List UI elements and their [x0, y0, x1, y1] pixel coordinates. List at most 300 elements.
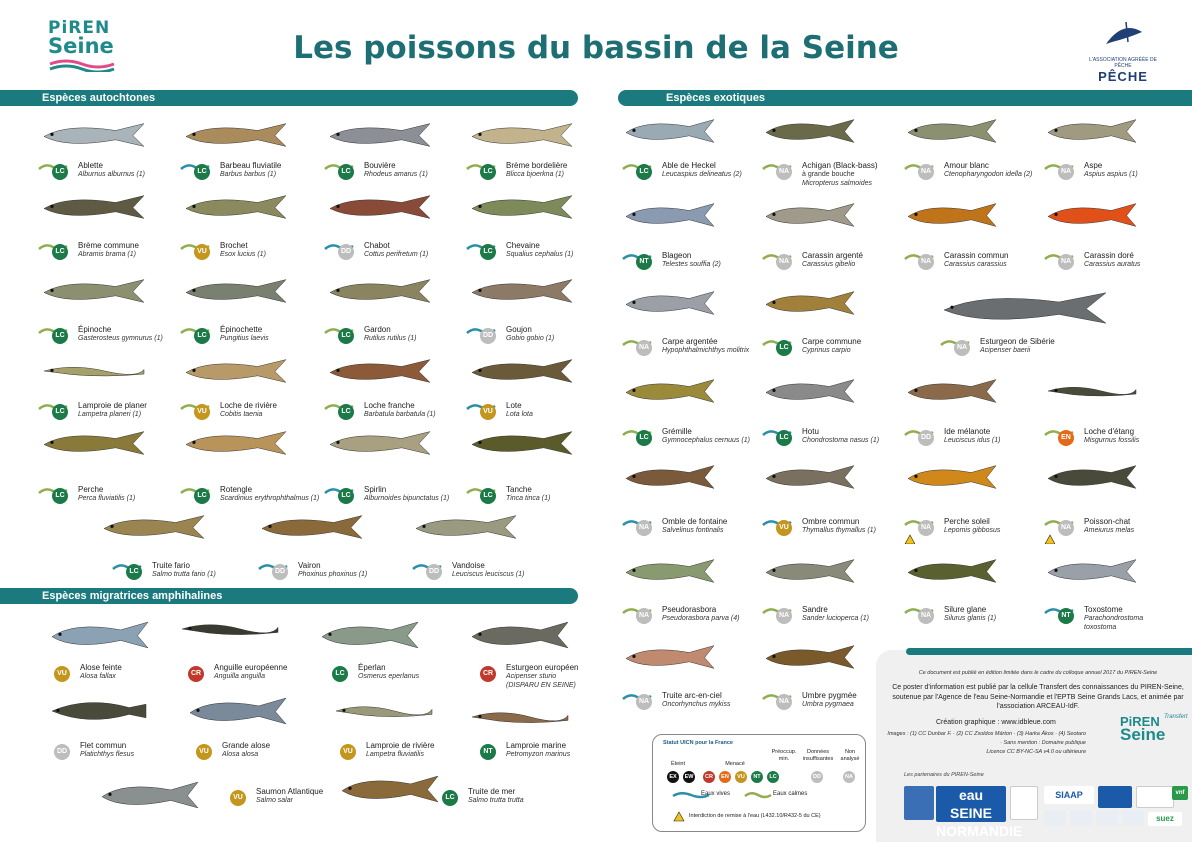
species-scientific-name: Alburnoides bipunctatus (1) [364, 495, 450, 502]
autochtone-fish-image-12 [40, 356, 148, 386]
species-scientific-name: Silurus glanis (1) [944, 615, 997, 622]
legend-header-menace: Menacé [725, 761, 745, 767]
autochtone-card-3 [466, 158, 616, 188]
species-common-name: Vandoise [452, 561, 485, 570]
autochtone-card-22 [412, 558, 562, 588]
autochtone-fish-image-2 [326, 120, 434, 150]
uicn-status-badge: EN [1058, 430, 1074, 446]
migratrice-card-7 [466, 738, 616, 768]
exotique-fish-image-17 [904, 462, 1000, 492]
uicn-status-badge: LC [194, 164, 210, 180]
warning-icon [1044, 534, 1055, 544]
migratrice-card-9 [428, 784, 578, 814]
autochtone-fish-image-8 [40, 276, 148, 306]
autochtone-card-13 [180, 398, 330, 428]
info-description: Ce poster d'information est publié par la cellule Transfert des connaissances du PIREN-Seine, soutenue par l'Agence de l'eau Seine-Normandie et l'EPTB Seine Grands Lacs, et animée par l'association ARCEAU-IdF. [892, 684, 1184, 710]
species-scientific-name: Lota lota [506, 411, 533, 418]
peche-sub: L'ASSOCIATION AGRÉÉE DE PÊCHE [1089, 57, 1157, 69]
uicn-status-badge: CR [480, 666, 496, 682]
species-scientific-name: Leucaspius delineatus (2) [662, 171, 742, 178]
uicn-status-badge: NA [776, 254, 792, 270]
uicn-status-badge: DD [480, 328, 496, 344]
species-common-name: Loche de rivière [220, 401, 277, 410]
species-common-name: Spirlin [364, 485, 387, 494]
uicn-status-badge: LC [338, 404, 354, 420]
exotique-card-19 [622, 602, 772, 632]
uicn-status-badge: DD [338, 244, 354, 260]
species-common-name: Goujon [506, 325, 532, 334]
species-common-name: Poisson-chat [1084, 517, 1131, 526]
species-scientific-name: Hypophthalmichthys molitrix [662, 347, 750, 354]
logo-line2: Seine [48, 34, 114, 58]
partner-logo-8 [1096, 810, 1118, 826]
exotique-fish-image-2 [904, 116, 1000, 146]
species-scientific-name: Misgurnus fossilis [1084, 437, 1140, 444]
species-common-name: Umbre pygmée [802, 691, 857, 700]
uicn-status-badge: LC [194, 328, 210, 344]
species-scientific-name: Pseudorasbora parva (4) [662, 615, 740, 622]
species-scientific-name: Perca fluviatilis (1) [78, 495, 136, 502]
partners-logos [904, 786, 1185, 839]
exotique-fish-image-24 [762, 642, 858, 672]
autochtone-fish-image-18 [326, 428, 434, 458]
species-scientific-name: Cottus perifretum (1) [364, 251, 429, 258]
species-scientific-name: Osmerus eperlanus [358, 673, 420, 680]
species-common-name: Chabot [364, 241, 390, 250]
exotique-card-11 [622, 424, 772, 454]
exotique-fish-image-4 [622, 200, 718, 230]
migratrice-fish-image-6 [332, 694, 436, 728]
autochtone-card-5 [180, 238, 330, 268]
species-common-name: Bouvière [364, 161, 396, 170]
peche-label: PÊCHE [1098, 69, 1148, 84]
species-scientific-name: Cyprinus carpio [802, 347, 851, 354]
uicn-status-badge: DD [272, 564, 288, 580]
species-scientific-name: Gymnocephalus cernuus (1) [662, 437, 750, 444]
species-common-name: Carpe commune [802, 337, 862, 346]
partner-logo-siaap: SIAAP [1044, 786, 1094, 804]
species-common-name: Silure glane [944, 605, 987, 614]
uicn-status-badge: LC [636, 430, 652, 446]
species-scientific-name-extra: toxostoma [1084, 624, 1117, 631]
migratrice-card-4 [40, 738, 190, 768]
section-migratrices: Espèces migratrices amphihalines [0, 588, 578, 604]
autochtone-card-11 [466, 322, 616, 352]
uicn-status-badge: VU [340, 744, 356, 760]
species-common-name: Brochet [220, 241, 248, 250]
species-scientific-name: Anguilla anguilla [214, 673, 265, 680]
autochtone-fish-image-10 [326, 276, 434, 306]
species-common-name: Rotengle [220, 485, 253, 494]
species-scientific-name: Salvelinus fontinalis [662, 527, 724, 534]
species-scientific-name: Blicca bjoerkna (1) [506, 171, 564, 178]
uicn-status-badge: DD [426, 564, 442, 580]
autochtone-fish-image-21 [258, 512, 366, 542]
exotique-fish-image-3 [1044, 116, 1140, 146]
uicn-status-badge: VU [194, 404, 210, 420]
uicn-status-badge: NA [918, 164, 934, 180]
migratrice-fish-image-4 [46, 694, 150, 728]
eaux-calmes-wave-icon [743, 791, 773, 799]
exotique-card-16 [762, 514, 912, 544]
autochtone-fish-image-16 [40, 428, 148, 458]
piren2-line2: Seine [1120, 725, 1166, 744]
exotique-fish-image-15 [622, 462, 718, 492]
partner-logo-4 [1098, 786, 1132, 808]
species-scientific-name: Alosa alosa [222, 751, 259, 758]
species-scientific-name: Petromyzon marinus [506, 751, 571, 758]
migratrice-card-5 [182, 738, 332, 768]
info-tab [906, 648, 1192, 655]
species-common-name: Lamproie marine [506, 741, 567, 750]
piren-transfert-logo [1120, 714, 1188, 762]
species-scientific-name: Thymallus thymallus (1) [802, 527, 876, 534]
autochtone-fish-image-14 [326, 356, 434, 386]
species-common-name: Carassin doré [1084, 251, 1134, 260]
species-scientific-name: Carassius auratus [1084, 261, 1141, 268]
section-exotiques: Espèces exotiques [618, 90, 1192, 106]
migratrice-fish-image-2 [318, 618, 422, 652]
exotique-fish-image-10 [940, 288, 1110, 328]
exotique-fish-image-1 [762, 116, 858, 146]
species-scientific-name: Ameiurus melas [1084, 527, 1135, 534]
uicn-status-badge: VU [196, 744, 212, 760]
autochtone-fish-image-19 [468, 428, 576, 458]
autochtone-fish-image-13 [182, 356, 290, 386]
exotique-card-8 [622, 334, 772, 364]
species-common-name: Able de Heckel [662, 161, 716, 170]
species-common-name: Éperlan [358, 663, 386, 672]
autochtone-card-8 [38, 322, 188, 352]
species-scientific-name: Alburnus alburnus (1) [78, 171, 145, 178]
species-common-name: Perche soleil [944, 517, 990, 526]
uicn-status-badge: NA [918, 520, 934, 536]
species-common-name: Achigan (Black-bass) [802, 161, 878, 170]
species-common-name: Carpe argentée [662, 337, 718, 346]
exotique-card-21 [904, 602, 1054, 632]
exotique-fish-image-9 [762, 288, 858, 318]
exotique-card-15 [622, 514, 772, 544]
species-common-name: Loche d'étang [1084, 427, 1135, 436]
species-scientific-name: Pungitius laevis [220, 335, 269, 342]
autochtone-card-0 [38, 158, 188, 188]
partner-logo-eau-seine: eau SEINE NORMANDIE [936, 787, 1023, 839]
species-name-continuation: à grande bouche [802, 171, 855, 178]
uicn-status-badge: VU [776, 520, 792, 536]
exotique-card-4 [622, 248, 772, 278]
partner-logo-republique [1010, 786, 1038, 820]
exotique-card-9 [762, 334, 912, 364]
uicn-status-badge: LC [442, 790, 458, 806]
species-common-name: Toxostome [1084, 605, 1123, 614]
exotique-fish-image-8 [622, 288, 718, 318]
autochtone-card-1 [180, 158, 330, 188]
uicn-status-badge: LC [480, 164, 496, 180]
autochtone-card-14 [324, 398, 474, 428]
species-common-name: Lamproie de planer [78, 401, 147, 410]
species-scientific-name: Chondrostoma nasus (1) [802, 437, 880, 444]
uicn-status-badge: DD [918, 430, 934, 446]
species-common-name: Ide mélanote [944, 427, 991, 436]
uicn-status-badge: LC [332, 666, 348, 682]
species-common-name: Pseudorasbora [662, 605, 717, 614]
species-scientific-name: Rhodeus amarus (1) [364, 171, 428, 178]
species-common-name: Hotu [802, 427, 819, 436]
uicn-status-badge: VU [54, 666, 70, 682]
species-common-name: Saumon Atlantique [256, 787, 324, 796]
partner-logo-9 [1122, 810, 1144, 826]
info-images: Images : (1) CC Dunbar F. · (2) CC Zsoldos Márton · (3) Harka Ákos · (4) Seotaro · Sans mention : Domaine publique [887, 731, 1086, 746]
uicn-status-badge: LC [636, 164, 652, 180]
species-scientific-name: Alosa fallax [80, 673, 116, 680]
exotique-fish-image-23 [622, 642, 718, 672]
autochtone-fish-image-0 [40, 120, 148, 150]
autochtone-card-9 [180, 322, 330, 352]
species-scientific-name: Telestes souffia (2) [662, 261, 721, 268]
species-scientific-name: Lampetra planeri (1) [78, 411, 142, 418]
uicn-status-badge: VU [194, 244, 210, 260]
migratrice-fish-image-5 [186, 694, 290, 728]
species-common-name: Amour blanc [944, 161, 989, 170]
uicn-status-badge: NA [636, 608, 652, 624]
exotique-fish-image-18 [1044, 462, 1140, 492]
species-scientific-name: Gasterosteus gymnurus (1) [78, 335, 163, 342]
species-scientific-name: Lepomis gibbosus [944, 527, 1001, 534]
logo-line1: PiREN [48, 18, 111, 38]
legend-badge-nt: NT [751, 771, 763, 783]
uicn-status-badge: NA [636, 520, 652, 536]
uicn-status-badge: NA [918, 254, 934, 270]
species-common-name: Ablette [78, 161, 103, 170]
species-scientific-name: Lampetra fluviatilis [366, 751, 424, 758]
legend-eaux-calmes: Eaux calmes [773, 791, 808, 797]
uicn-status-badge: LC [52, 404, 68, 420]
species-scientific-name: Squalius cephalus (1) [506, 251, 574, 258]
transfert-label: Transfert [1164, 714, 1188, 720]
exotique-fish-image-13 [904, 376, 1000, 406]
migratrice-fish-image-1 [178, 612, 282, 646]
species-common-name: Blageon [662, 251, 692, 260]
autochtone-fish-image-4 [40, 192, 148, 222]
species-common-name: Esturgeon européen [506, 663, 579, 672]
species-common-name: Épinochette [220, 325, 263, 334]
uicn-status-badge: NA [636, 694, 652, 710]
uicn-status-badge: LC [52, 164, 68, 180]
species-common-name: Lamproie de rivière [366, 741, 435, 750]
partner-logo-7 [1070, 810, 1092, 826]
species-common-name: Gardon [364, 325, 391, 334]
exotique-card-3 [1044, 158, 1192, 188]
autochtone-fish-image-11 [468, 276, 576, 306]
migratrice-fish-image-7 [468, 700, 572, 734]
exotique-card-2 [904, 158, 1054, 188]
exotique-fish-image-11 [622, 376, 718, 406]
species-scientific-name: Salmo trutta fario (1) [152, 571, 216, 578]
autochtone-card-12 [38, 398, 188, 428]
legend-header-non-analyse: Non analysé [840, 749, 860, 762]
uicn-status-badge: NA [1058, 520, 1074, 536]
species-scientific-name: Rutilus rutilus (1) [364, 335, 417, 342]
autochtone-card-10 [324, 322, 474, 352]
legend-eaux-vives: Eaux vives [701, 791, 731, 797]
species-scientific-name: Carassius carassius [944, 261, 1007, 268]
legend-header-donnees: Données insuffisantes [802, 749, 834, 762]
species-common-name: Flet commun [80, 741, 127, 750]
autochtone-fish-image-20 [100, 512, 208, 542]
uicn-status-badge: VU [230, 790, 246, 806]
legend-interdiction: Interdiction de remise à l'eau (L432.10/R432-5 du CE) [689, 813, 821, 819]
species-scientific-name: Esox lucius (1) [220, 251, 266, 258]
autochtone-card-18 [324, 482, 474, 512]
legend-badge-na: NA [843, 771, 855, 783]
species-common-name: Omble de fontaine [662, 517, 728, 526]
partner-logo-6 [1044, 810, 1066, 826]
species-common-name: Grande alose [222, 741, 271, 750]
info-licence: Licence CC BY-NC-SA v4.0 ou ultérieure [986, 749, 1086, 755]
warning-icon [673, 811, 685, 822]
uicn-status-badge: LC [776, 340, 792, 356]
uicn-status-badge: NA [918, 608, 934, 624]
species-scientific-name: Phoxinus phoxinus (1) [298, 571, 368, 578]
species-common-name: Brème bordelière [506, 161, 568, 170]
exotique-card-23 [622, 688, 772, 718]
uicn-status-badge: NA [776, 608, 792, 624]
autochtone-card-20 [112, 558, 262, 588]
fish-hook-icon [1098, 18, 1148, 52]
warning-icon [904, 534, 915, 544]
species-scientific-name: Leuciscus leuciscus (1) [452, 571, 525, 578]
species-common-name: Truite fario [152, 561, 190, 570]
uicn-status-badge: LC [480, 244, 496, 260]
page-title: Les poissons du bassin de la Seine [293, 30, 899, 66]
species-common-name: Sandre [802, 605, 828, 614]
exotique-fish-image-20 [762, 556, 858, 586]
species-scientific-name: Scardinius erythrophthalmus (1) [220, 495, 320, 502]
exotique-card-14 [1044, 424, 1192, 454]
exotique-card-13 [904, 424, 1054, 454]
exotique-card-1 [762, 158, 912, 188]
species-scientific-name: Leuciscus idus (1) [944, 437, 1001, 444]
uicn-status-badge: LC [52, 244, 68, 260]
autochtone-card-7 [466, 238, 616, 268]
exotique-fish-image-5 [762, 200, 858, 230]
species-common-name: Chevaine [506, 241, 540, 250]
species-scientific-name: Barbatula barbatula (1) [364, 411, 436, 418]
species-scientific-name: Platichthys flesus [80, 751, 135, 758]
species-scientific-name: Carassius gibelio [802, 261, 856, 268]
exotique-fish-image-14 [1044, 376, 1140, 406]
exotique-fish-image-19 [622, 556, 718, 586]
autochtone-card-17 [180, 482, 330, 512]
autochtone-card-4 [38, 238, 188, 268]
species-common-name: Carassin argenté [802, 251, 863, 260]
autochtone-fish-image-7 [468, 192, 576, 222]
exotique-card-18 [1044, 514, 1192, 544]
species-scientific-name: Aspius aspius (1) [1084, 171, 1138, 178]
migratrice-fish-image-8 [98, 778, 202, 812]
uicn-status-badge: LC [338, 488, 354, 504]
legend-badge-lc: LC [767, 771, 779, 783]
partner-logo-suez: suez [1148, 812, 1182, 826]
peche-logo [1088, 18, 1158, 82]
uicn-status-badge: NA [776, 694, 792, 710]
exotique-fish-image-7 [1044, 200, 1140, 230]
legend-title: Statut UICN pour la France [663, 740, 733, 746]
uicn-status-badge: NT [1058, 608, 1074, 624]
species-common-name: Perche [78, 485, 104, 494]
species-common-name: Aspe [1084, 161, 1103, 170]
species-common-name: Brème commune [78, 241, 139, 250]
legend-header-eteint: Éteint [670, 761, 686, 767]
exotique-card-17 [904, 514, 1054, 544]
species-common-name: Épinoche [78, 325, 112, 334]
species-scientific-name: Abramis brama (1) [78, 251, 136, 258]
species-scientific-name: Acipenser baerii [980, 347, 1031, 354]
species-scientific-name: Ctenopharyngodon idella (2) [944, 171, 1033, 178]
uicn-status-badge: LC [480, 488, 496, 504]
species-common-name: Carassin commun [944, 251, 1009, 260]
autochtone-fish-image-3 [468, 120, 576, 150]
autochtone-card-15 [466, 398, 616, 428]
migratrice-card-0 [40, 660, 190, 690]
species-scientific-name: Micropterus salmoides [802, 180, 873, 187]
species-scientific-name: Oncorhynchus mykiss [662, 701, 731, 708]
exotique-card-10 [940, 334, 1090, 364]
exotique-card-5 [762, 248, 912, 278]
species-common-name: Vairon [298, 561, 321, 570]
info-creation: Création graphique : www.idbleue.com [936, 719, 1056, 726]
uicn-status-badge: VU [480, 404, 496, 420]
legend-badge-ew: EW [683, 771, 695, 783]
species-common-name: Truite arc-en-ciel [662, 691, 722, 700]
exotique-card-20 [762, 602, 912, 632]
migratrice-card-1 [174, 660, 324, 690]
exotique-fish-image-0 [622, 116, 718, 146]
uicn-status-badge: NA [1058, 164, 1074, 180]
autochtone-card-19 [466, 482, 616, 512]
uicn-status-badge: LC [126, 564, 142, 580]
species-common-name: Ombre commun [802, 517, 860, 526]
legend-badge-vu: VU [735, 771, 747, 783]
exotique-card-12 [762, 424, 912, 454]
autochtone-card-6 [324, 238, 474, 268]
uicn-status-badge: LC [338, 328, 354, 344]
uicn-status-badge: NA [1058, 254, 1074, 270]
uicn-status-badge: NA [776, 164, 792, 180]
species-scientific-name: Salmo trutta trutta [468, 797, 524, 804]
migratrice-card-3 [466, 660, 616, 690]
species-common-name: Anguille européenne [214, 663, 288, 672]
uicn-status-badge: DD [54, 744, 70, 760]
legend-badge-dd: DD [811, 771, 823, 783]
species-scientific-name: Cobitis taenia [220, 411, 263, 418]
autochtone-fish-image-5 [182, 192, 290, 222]
exotique-fish-image-6 [904, 200, 1000, 230]
uicn-legend [652, 734, 866, 832]
uicn-status-badge: CR [188, 666, 204, 682]
species-common-name: Esturgeon de Sibérie [980, 337, 1055, 346]
partner-logo-1 [904, 786, 934, 820]
info-edition: Ce document est publié en édition limitée dans le cadre du colloque annuel 2017 du PIREN-Seine [918, 670, 1158, 676]
species-scientific-name: Acipenser sturio [506, 673, 557, 680]
species-scientific-name: Parachondrostoma [1084, 615, 1144, 622]
autochtone-fish-image-17 [182, 428, 290, 458]
uicn-status-badge: LC [194, 488, 210, 504]
species-scientific-name-extra: (DISPARU EN SEINE) [506, 682, 576, 689]
exotique-card-0 [622, 158, 772, 188]
exotique-fish-image-16 [762, 462, 858, 492]
uicn-status-badge: NA [954, 340, 970, 356]
